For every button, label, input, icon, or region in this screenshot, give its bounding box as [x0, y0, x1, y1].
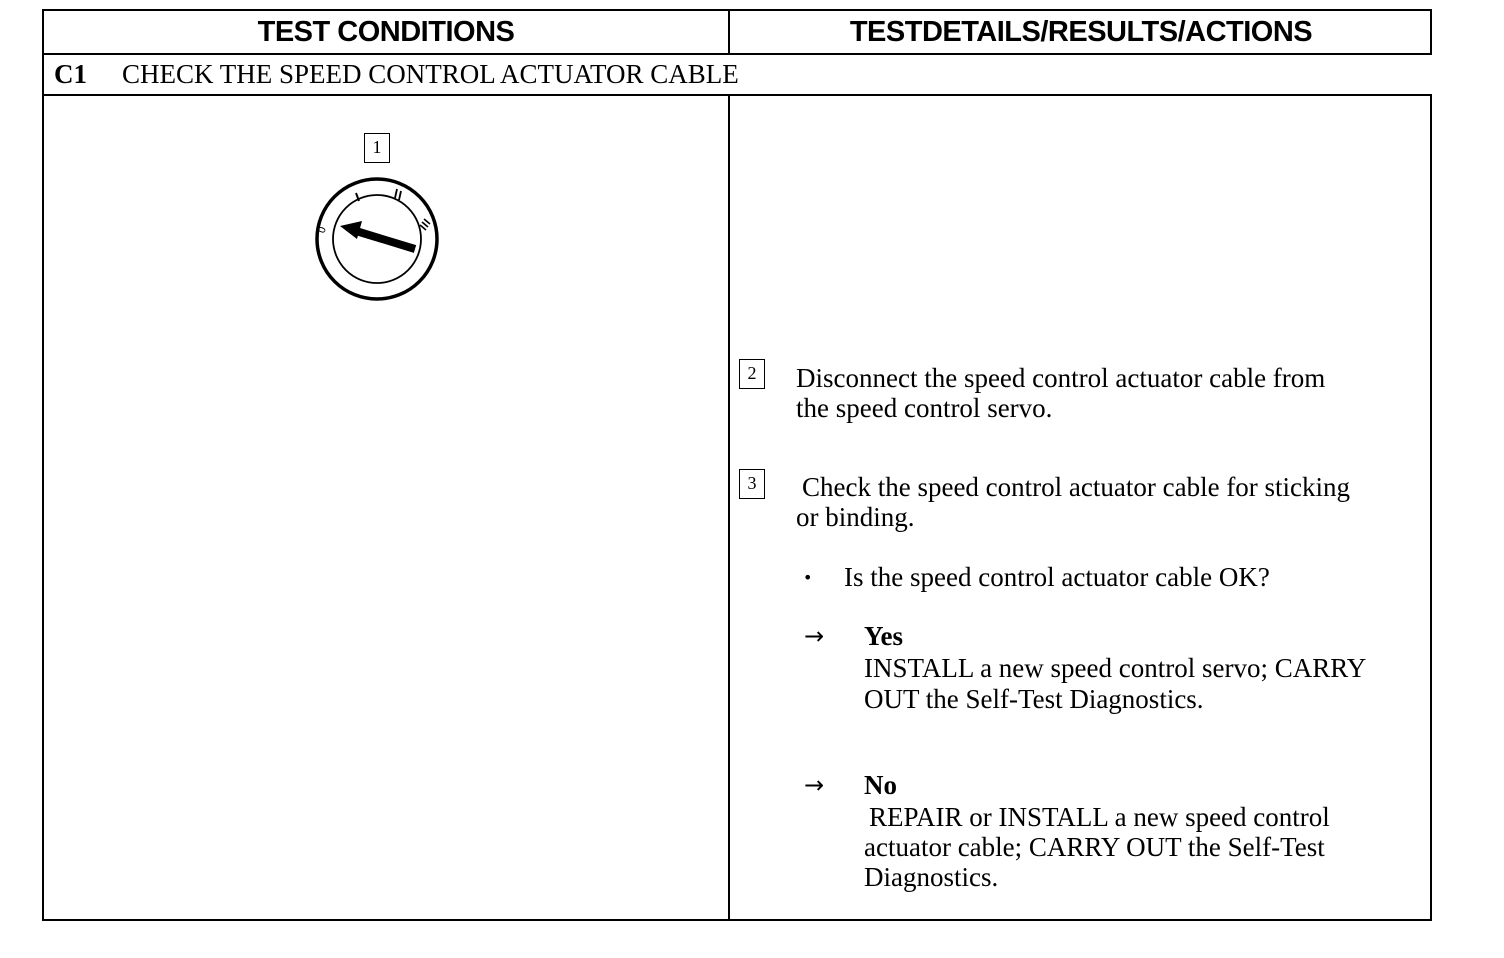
- section-id: C1: [54, 59, 87, 89]
- question-bullet: •: [803, 568, 813, 587]
- ignition-key-switch-icon: [310, 172, 444, 306]
- yes-arrow-icon: →: [804, 622, 825, 650]
- section-title: CHECK THE SPEED CONTROL ACTUATOR CABLE: [122, 59, 739, 89]
- no-action-line1: REPAIR or INSTALL a new speed control: [869, 802, 1330, 832]
- no-label: No: [864, 770, 897, 800]
- step-2-box: 2: [739, 359, 765, 389]
- no-action-line2: actuator cable; CARRY OUT the Self-Test: [864, 832, 1325, 862]
- column-divider: [728, 11, 730, 919]
- header-test-details: TESTDETAILS/RESULTS/ACTIONS: [849, 16, 1313, 48]
- section-row: [44, 55, 1432, 94]
- step-2-text-line2: the speed control servo.: [796, 393, 1053, 423]
- yes-action-line1: INSTALL a new speed control servo; CARRY: [864, 653, 1367, 683]
- step-3-text-line1: Check the speed control actuator cable for sticking: [802, 472, 1351, 502]
- step-3-text-line2: or binding.: [796, 502, 915, 532]
- step-3-box: 3: [739, 469, 765, 499]
- switch-pos-0: 0: [316, 225, 329, 236]
- yes-action-line2: OUT the Self-Test Diagnostics.: [864, 684, 1204, 714]
- step-1-box: 1: [364, 133, 390, 163]
- yes-label: Yes: [864, 621, 903, 651]
- header-test-conditions: TEST CONDITIONS: [257, 16, 515, 48]
- test-table: [42, 9, 1432, 921]
- no-arrow-icon: →: [804, 771, 825, 799]
- section-divider: [44, 94, 1432, 96]
- step-2-text-line1: Disconnect the speed control actuator cable from: [796, 363, 1326, 393]
- question-text: Is the speed control actuator cable OK?: [844, 562, 1270, 592]
- no-action-line3: Diagnostics.: [864, 862, 999, 892]
